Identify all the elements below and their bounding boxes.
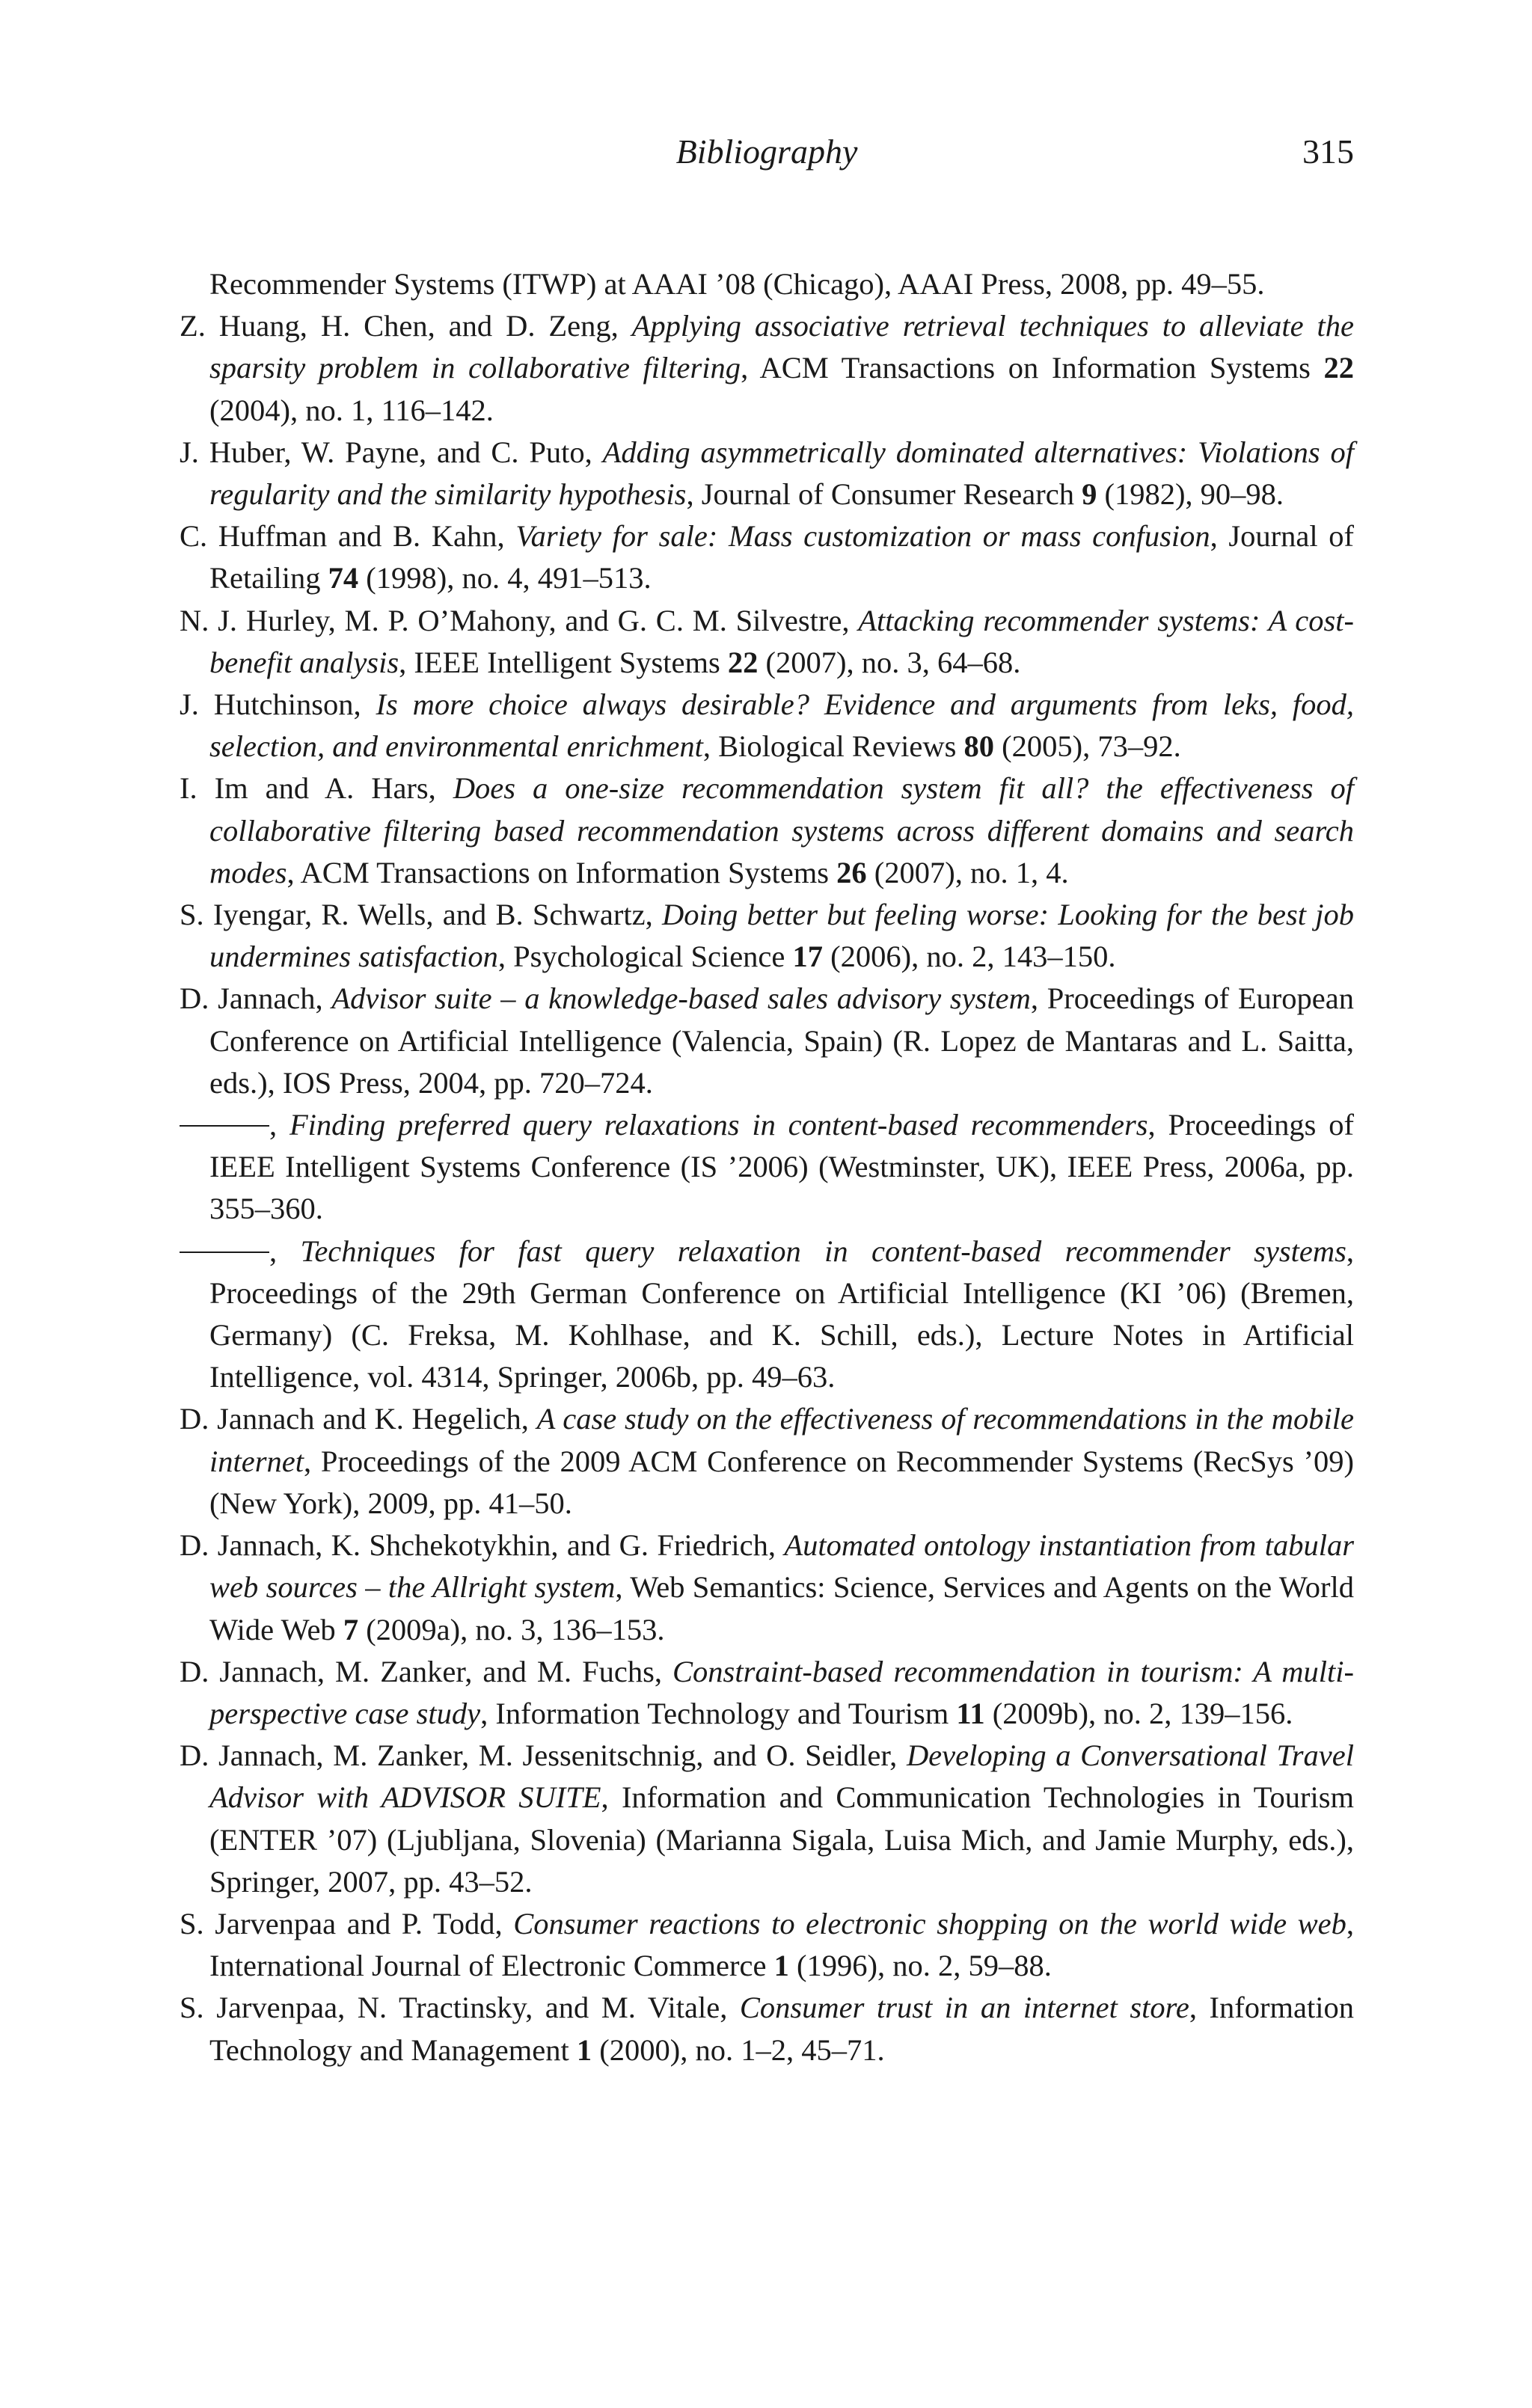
entry-title: Is more choice always desirable? Evidence and arguments from leks, food, selection, and environmental enrichment bbox=[209, 687, 1355, 764]
entry-text: , Information Technology and Tourism bbox=[480, 1696, 957, 1730]
entry-text: I. Im and A. Hars, bbox=[180, 771, 453, 806]
entry-volume: 11 bbox=[956, 1696, 985, 1730]
entry-text: (2009a), no. 3, 136–153. bbox=[358, 1612, 665, 1646]
entry-text: , Proceedings of the 2009 ACM Conference on Recommender Systems (RecSys ’09) (New York), 2009, pp. 41–50. bbox=[209, 1444, 1354, 1520]
entry-text: (2007), no. 3, 64–68. bbox=[758, 645, 1021, 679]
bib-entry bbox=[180, 768, 1354, 894]
entry-text: , ACM Transactions on Information Systems bbox=[741, 351, 1324, 385]
entry-text: , Psychological Science bbox=[497, 940, 793, 974]
entry-text: S. Iyengar, R. Wells, and B. Schwartz, bbox=[180, 898, 663, 932]
entry-text: , bbox=[269, 1234, 301, 1268]
entry-text: (1982), 90–98. bbox=[1097, 477, 1284, 512]
entry-title: Advisor suite – a knowledge-based sales advisory system bbox=[331, 981, 1031, 1016]
entry-title: Developing a Conversational Travel Advisor with ADVISOR SUITE bbox=[209, 1738, 1354, 1815]
page-number: 315 bbox=[1302, 132, 1354, 171]
bib-entry bbox=[180, 1104, 1354, 1231]
entry-title: Consumer trust in an internet store bbox=[739, 1991, 1189, 2025]
entry-text: , Information and Communication Technologies in Tourism (ENTER ’07) (Ljubljana, Slovenia) (Marianna Sigala, Luisa Mich, and Jamie Murphy, eds.), Springer, 2007, pp. 43–52. bbox=[209, 1780, 1354, 1899]
entry-text: D. Jannach, M. Zanker, M. Jessenitschnig, and O. Seidler, bbox=[180, 1738, 907, 1773]
entry-text: , Proceedings of IEEE Intelligent Systems Conference (IS ’2006) (Westminster, UK), IEEE Press, 2006a, pp. 355–360. bbox=[209, 1108, 1354, 1226]
entry-volume: 22 bbox=[727, 645, 759, 679]
bib-entry bbox=[180, 515, 1354, 599]
entry-volume: 9 bbox=[1082, 477, 1097, 512]
entry-text: , bbox=[269, 1108, 289, 1142]
bib-entry bbox=[180, 600, 1354, 684]
entry-text: (2009b), no. 2, 139–156. bbox=[984, 1696, 1293, 1730]
entry-volume: 22 bbox=[1323, 351, 1355, 385]
entry-volume: 1 bbox=[576, 2032, 592, 2067]
entry-title: Attacking recommender systems: A cost-benefit analysis bbox=[209, 603, 1354, 679]
bib-entry bbox=[180, 894, 1354, 978]
entry-text: , Journal of Consumer Research bbox=[686, 477, 1082, 512]
bib-entry bbox=[180, 1231, 1354, 1399]
entry-title: Doing better but feeling worse: Looking for the best job undermines satisfaction bbox=[209, 898, 1354, 974]
entry-text: , International Journal of Electronic Commerce bbox=[209, 1906, 1354, 1983]
bib-entry bbox=[180, 978, 1354, 1104]
entry-text: C. Huffman and B. Kahn, bbox=[180, 519, 516, 554]
entry-text: S. Jarvenpaa and P. Todd, bbox=[180, 1906, 514, 1940]
entry-text: (2007), no. 1, 4. bbox=[866, 855, 1069, 889]
bib-entry bbox=[180, 684, 1354, 768]
entry-text: , IEEE Intelligent Systems bbox=[399, 645, 728, 679]
bib-entry bbox=[180, 1398, 1354, 1525]
entry-text: , Web Semantics: Science, Services and Agents on the World Wide Web bbox=[209, 1570, 1354, 1646]
entry-text: N. J. Hurley, M. P. O’Mahony, and G. C. M. Silvestre, bbox=[180, 603, 859, 637]
entry-title: Techniques for fast query relaxation in content-based recommender systems bbox=[300, 1234, 1346, 1268]
entry-volume: 26 bbox=[836, 855, 867, 889]
page-header bbox=[180, 126, 1354, 178]
same-author-dash bbox=[180, 1125, 269, 1127]
bib-entry bbox=[180, 305, 1354, 432]
entry-title: Does a one-size recommendation system fit all? the effectiveness of collaborative filtering based recommendation systems across different domains and search modes bbox=[209, 771, 1355, 889]
entry-title: Constraint-based recommendation in tourism: A multi-perspective case study bbox=[209, 1654, 1354, 1730]
entry-text: (2006), no. 2, 143–150. bbox=[823, 940, 1116, 974]
entry-title: A case study on the effectiveness of recommendations in the mobile internet bbox=[209, 1402, 1355, 1478]
entry-text: , Proceedings of European Conference on Artificial Intelligence (Valencia, Spain) (R. Lopez de Mantaras and L. Saitta, eds.), IOS Press, 2004, pp. 720–724. bbox=[209, 981, 1354, 1100]
bib-entry-continuation bbox=[180, 263, 1354, 305]
entry-text: J. Huber, W. Payne, and C. Puto, bbox=[180, 435, 603, 469]
entry-title: Adding asymmetrically dominated alternatives: Violations of regularity and the similarity hypothesis bbox=[209, 435, 1354, 512]
bib-entry bbox=[180, 1987, 1354, 2071]
entry-text: D. Jannach, K. Shchekotykhin, and G. Friedrich, bbox=[180, 1528, 785, 1563]
entry-text: (2000), no. 1–2, 45–71. bbox=[592, 2032, 885, 2067]
entry-title: Variety for sale: Mass customization or mass confusion bbox=[515, 519, 1210, 554]
entry-volume: 7 bbox=[343, 1612, 359, 1646]
entry-volume: 1 bbox=[773, 1949, 789, 1983]
entry-text: , Biological Reviews bbox=[702, 729, 964, 764]
entry-volume: 74 bbox=[328, 561, 359, 595]
entry-text: J. Hutchinson, bbox=[180, 687, 376, 722]
same-author-dash bbox=[180, 1252, 269, 1253]
entry-text: , Proceedings of the 29th German Conference on Artificial Intelligence (KI ’06) (Bremen, Germany) (C. Freksa, M. Kohlhase, and K. Schill, eds.), Lecture Notes in Artificial Intelligence, vol. 4314, Springer, 2006b, pp. 49–63. bbox=[209, 1234, 1354, 1394]
entry-text: D. Jannach, bbox=[180, 981, 332, 1016]
entry-title: Applying associative retrieval techniques to alleviate the sparsity problem in collaborative filtering bbox=[209, 309, 1354, 385]
entry-volume: 17 bbox=[792, 940, 824, 974]
entry-text: (1998), no. 4, 491–513. bbox=[358, 561, 652, 595]
entry-text: D. Jannach, M. Zanker, and M. Fuchs, bbox=[180, 1654, 673, 1688]
entry-text: S. Jarvenpaa, N. Tractinsky, and M. Vitale, bbox=[180, 1991, 740, 2025]
entry-text: (1996), no. 2, 59–88. bbox=[788, 1949, 1052, 1983]
entry-volume: 80 bbox=[963, 729, 995, 764]
bibliography-list bbox=[180, 263, 1354, 2071]
bib-entry bbox=[180, 1525, 1354, 1651]
entry-text: (2004), no. 1, 116–142. bbox=[209, 393, 494, 427]
entry-text: D. Jannach and K. Hegelich, bbox=[180, 1402, 537, 1436]
bib-entry bbox=[180, 1651, 1354, 1735]
entry-text: Recommender Systems (ITWP) at AAAI ’08 (Chicago), AAAI Press, 2008, pp. 49–55. bbox=[209, 267, 1265, 301]
entry-title: Automated ontology instantiation from tabular web sources – the Allright system bbox=[209, 1528, 1354, 1605]
entry-text: , ACM Transactions on Information Systems bbox=[287, 855, 837, 889]
bib-entry bbox=[180, 1903, 1354, 1987]
bib-entry bbox=[180, 432, 1354, 515]
bib-entry bbox=[180, 1735, 1354, 1903]
entry-text: (2005), 73–92. bbox=[994, 729, 1181, 764]
entry-text: Z. Huang, H. Chen, and D. Zeng, bbox=[180, 309, 632, 343]
entry-text: , Information Technology and Management bbox=[209, 1991, 1354, 2067]
entry-title: Finding preferred query relaxations in content-based recommenders bbox=[289, 1108, 1148, 1142]
entry-title: Consumer reactions to electronic shopping on the world wide web bbox=[513, 1906, 1346, 1940]
running-head: Bibliography bbox=[675, 132, 858, 171]
entry-text: , Journal of Retailing bbox=[209, 519, 1354, 595]
